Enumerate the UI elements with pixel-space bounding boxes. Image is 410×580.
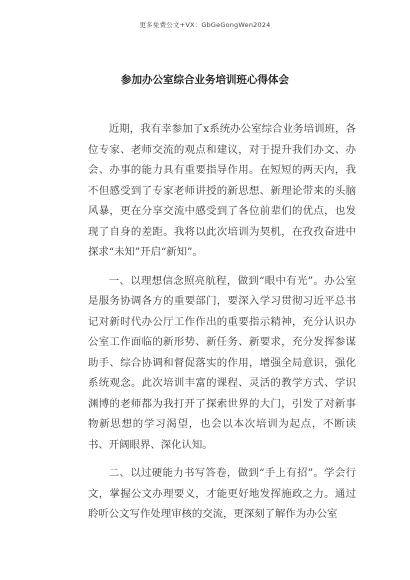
document-title: 参加办公室综合业务培训班心得体会 [121,74,289,86]
paragraph-section-one: 一、以理想信念照亮航程，做到“眼中有光”。办公室是服务协调各方的重要部门，要深入学习贯彻习近平总书记对新时代办公厅工作作出的重要指示精神，充分认识办公室工作面临的新形势、新任务、新要求，充分发挥参谋助手、综合协调和督促落实的作用，增强全局意识，强化系统观念。此次培训丰富的课程、灵活的教学方式、学识渊博的老师都为我打开了探索世界的大门，引发了对新事物新思想的学习渴望，也会以本次培训为起点，不断读书、开阔眼界、深化认知。 [88,274,356,451]
paragraph-section-two: 二、以过硬能力书写答卷，做到“手上有招”。学会行文，掌握公文办理要义，才能更好地发挥施政之力。通过聆听公文写作处理审核的交流，更深刻了解作为办公室 [88,467,356,520]
document-body [88,119,356,533]
header-watermark-note: 更多免费公文+VX：GbGeGongWen2024 [139,21,271,29]
paragraph-intro: 近期，我有幸参加了x系统办公室综合业务培训班，各位专家、老师交流的观点和建议，对于提升我们办文、办会、办事的能力具有重要指导作用。在短短的两天内，我不但感受到了专家老师讲授的新思想、新理论带来的头脑风暴，更在分享交流中感受到了各位前辈们的优点，也发现了自身的差距。我将以此次培训为契机，在孜孜奋进中探求“未知”开启“新知”。 [88,123,356,258]
